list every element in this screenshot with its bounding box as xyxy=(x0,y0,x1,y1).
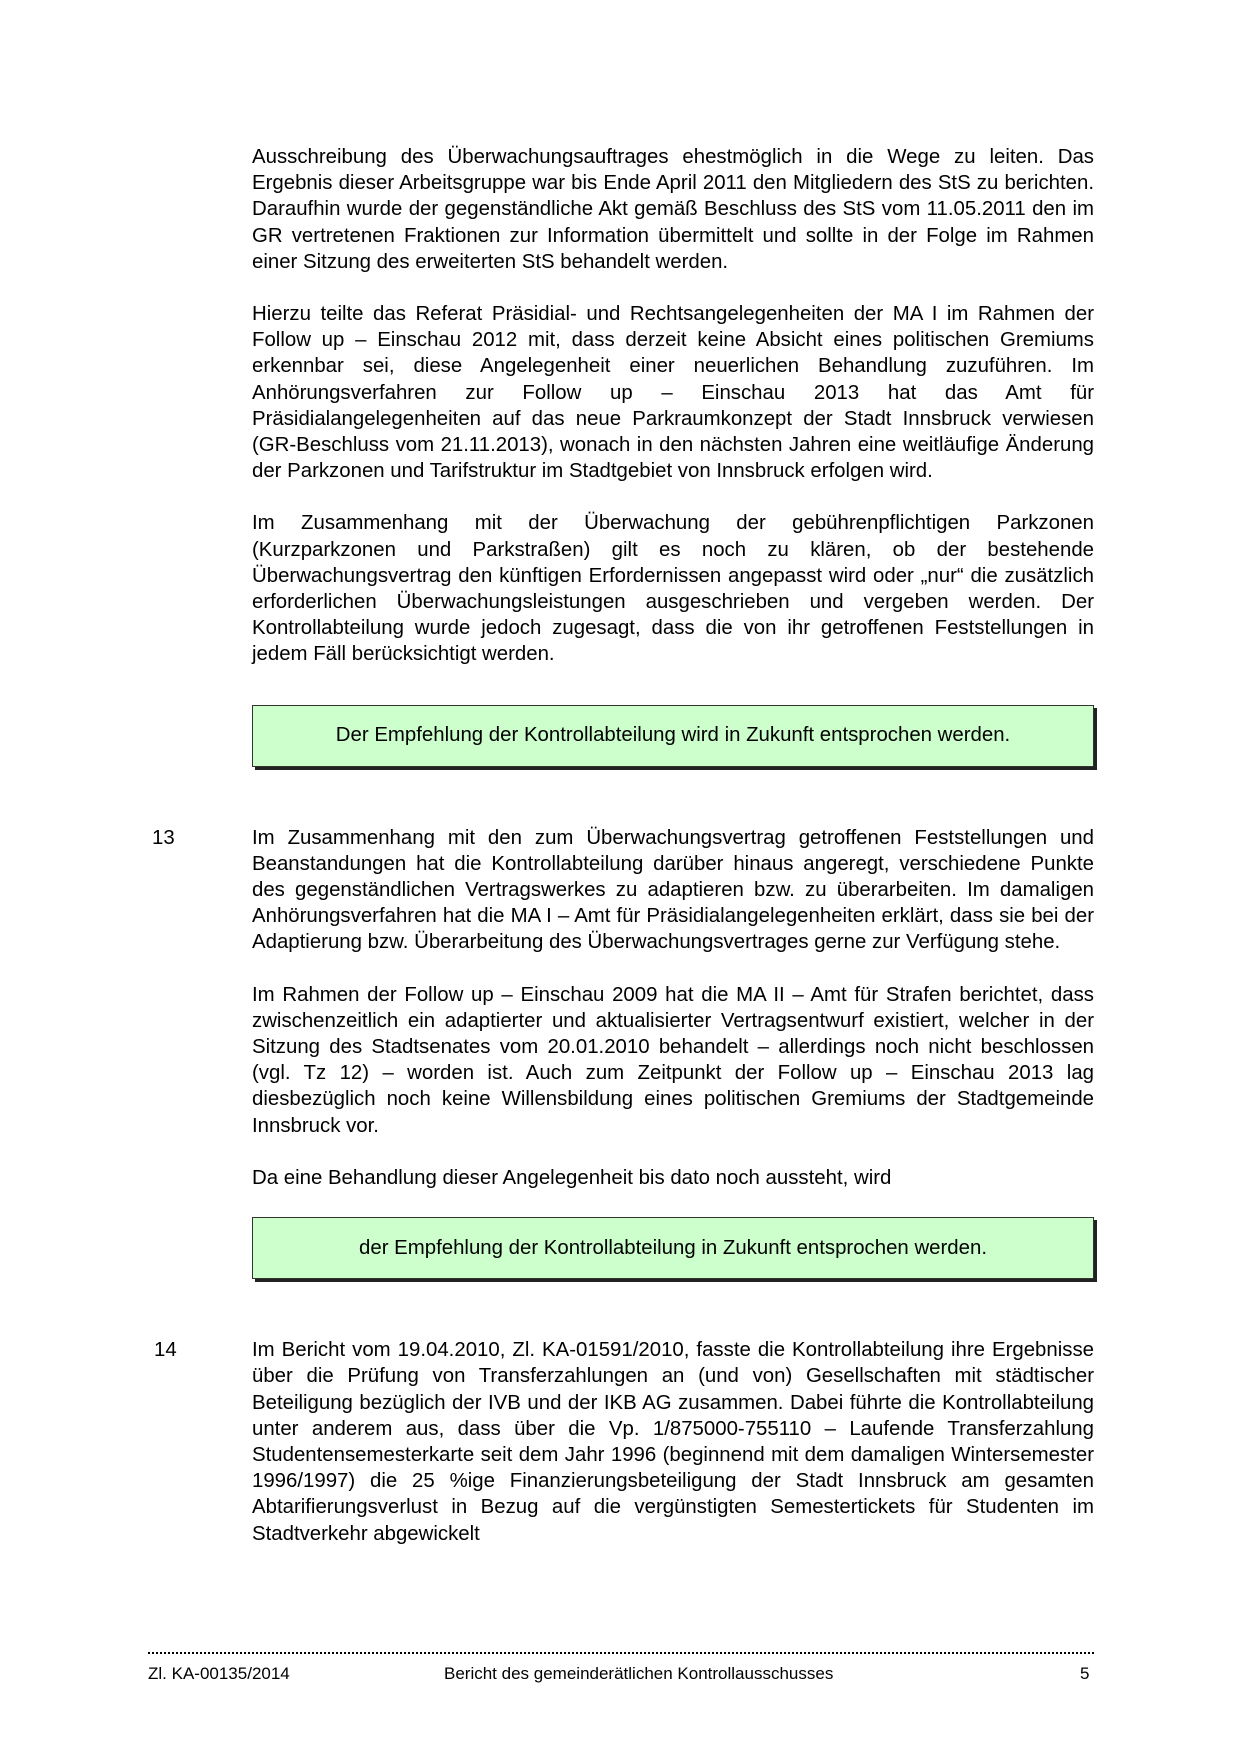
body-paragraph: Im Zusammenhang mit der Überwachung der gebührenpflichtigen Parkzonen (Kurzparkzonen und Parkstraßen) gilt es noch zu klären, ob der bestehende Überwachungsvertrag den künftigen Erfordernissen angepasst wird oder „nur“ die zusätzlich erforderlichen Überwachungsleistungen ausgeschrieben und vergeben werden. Der Kontrollabteilung wurde jedoch zugesagt, dass die von ihr getroffenen Feststellungen in jedem Fäll berücksichtigt werden. xyxy=(252,512,1094,666)
body-paragraph: Im Zusammenhang mit den zum Überwachungsvertrag getroffenen Feststellungen und Beanstandungen hat die Kontrollabteilung darüber hinaus angeregt, verschiedene Punkte des gegenständlichen Vertragswerkes zu adaptieren bzw. zu überarbeiten. Im damaligen Anhörungsverfahren hat die MA I – Amt für Präsidialangelegenheiten erklärt, dass sie bei der Adaptierung bzw. Überarbeitung des Überwachungsvertrages gerne zur Verfügung stehe. xyxy=(252,826,1094,954)
body-paragraph: Da eine Behandlung dieser Angelegenheit bis dato noch aussteht, wird xyxy=(252,1166,892,1189)
section-number: 13 xyxy=(152,826,175,849)
report-body xyxy=(152,144,1094,1547)
recommendation-text: Der Empfehlung der Kontrollabteilung wird in Zukunft entsprochen werden. xyxy=(335,724,1011,747)
section-tz-13 xyxy=(152,825,1094,1191)
section-tz-14 xyxy=(154,1337,1094,1547)
footer-divider xyxy=(148,1652,1094,1654)
recommendation-box xyxy=(252,705,1094,767)
recommendation-box xyxy=(252,1217,1094,1279)
section-number: 14 xyxy=(154,1339,177,1362)
body-paragraph: Im Rahmen der Follow up – Einschau 2009 hat die MA II – Amt für Strafen berichtet, dass zwischenzeitlich ein adaptierter und aktualisierter Vertragsentwurf existiert, welcher in der Sitzung des Stadtsenates vom 20.01.2010 behandelt – allerdings noch nicht beschlossen (vgl. Tz 12) – worden ist. Auch zum Zeitpunkt der Follow up – Einschau 2013 lag diesbezüglich noch keine Willensbildung eines politischen Gremiums der Stadtgemeinde Innsbruck vor. xyxy=(252,983,1094,1137)
body-paragraph: Ausschreibung des Überwachungsauftrages ehestmöglich in die Wege zu leiten. Das Ergebnis dieser Arbeitsgruppe war bis Ende April 2011 den Mitgliedern des StS zu berichten. Daraufhin wurde der gegenständliche Akt gemäß Beschluss des StS vom 11.05.2011 den im GR vertretenen Fraktionen zur Information übermittelt und sollte in der Folge im Rahmen einer Sitzung des erweiterten StS behandelt werden. xyxy=(252,146,1094,273)
footer-title: Bericht des gemeinderätlichen Kontrollausschusses xyxy=(444,1664,834,1683)
page-number: 5 xyxy=(1080,1664,1090,1683)
footer-reference: Zl. KA-00135/2014 xyxy=(148,1664,290,1683)
recommendation-text: der Empfehlung der Kontrollabteilung in Zukunft entsprochen werden. xyxy=(359,1236,987,1259)
body-paragraph: Im Bericht vom 19.04.2010, Zl. KA-01591/2010, fasste die Kontrollabteilung ihre Ergebnisse über die Prüfung von Transferzahlungen an (und von) Gesellschaften mit städtischer Beteiligung bezüglich der IVB und der IKB AG zusammen. Dabei führte die Kontrollabteilung unter anderem aus, dass über die Vp. 1/875000-755110 – Laufende Transferzahlung Studentensemesterkarte seit dem Jahr 1996 (beginnend mit dem damaligen Wintersemester 1996/1997) die 25 %ige Finanzierungsbeteiligung der Stadt Innsbruck am gesamten Abtarifierungsverlust in Bezug auf die vergünstigten Semestertickets für Studenten im Stadtverkehr abgewickelt xyxy=(252,1339,1094,1545)
body-paragraph: Hierzu teilte das Referat Präsidial- und Rechtsangelegenheiten der MA I im Rahmen der Follow up – Einschau 2012 mit, dass derzeit keine Absicht eines politischen Gremiums erkennbar sei, diese Angelegenheit einer neuerlichen Behandlung zuzuführen. Im Anhörungsverfahren zur Follow up – Einschau 2013 hat das Amt für Präsidialangelegenheiten auf das neue Parkraumkonzept der Stadt Innsbruck verwiesen (GR-Beschluss vom 21.11.2013), wonach in den nächsten Jahren eine weitläufige Änderung der Parkzonen und Tarifstruktur im Stadtgebiet von Innsbruck erfolgen wird. xyxy=(252,303,1094,483)
